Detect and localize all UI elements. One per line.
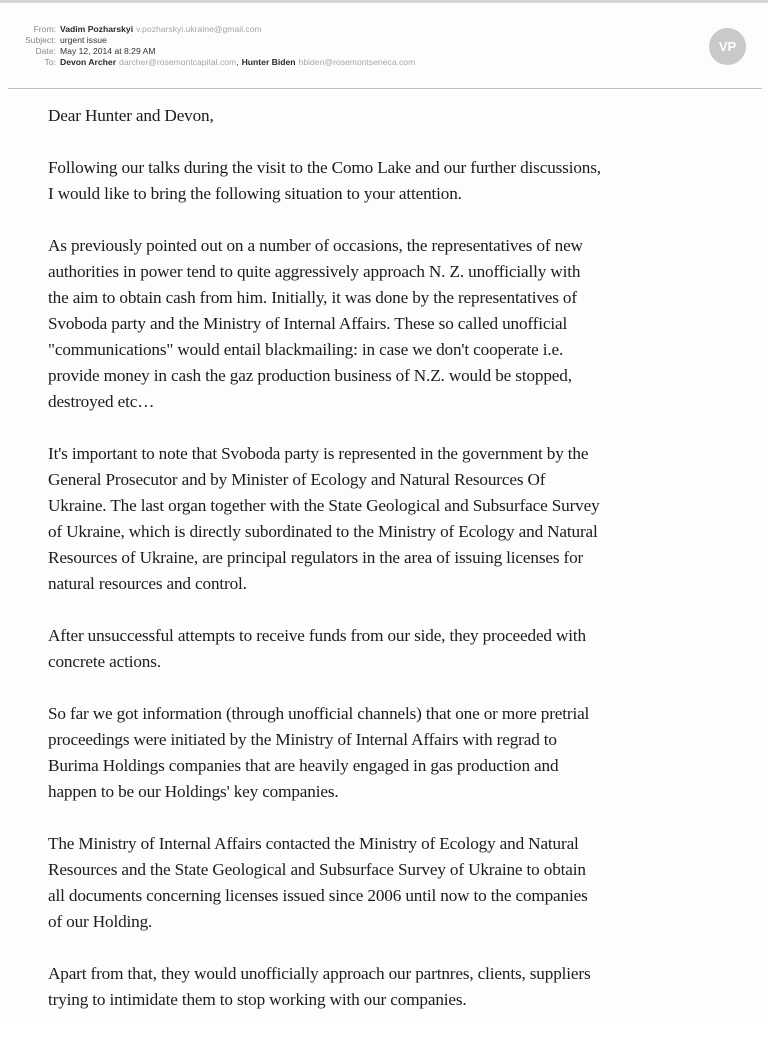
subject-row — [0, 35, 768, 46]
paragraph-line: proceedings were initiated by the Ministry of Internal Affairs with regrad to — [48, 730, 557, 749]
body-paragraph — [48, 233, 760, 415]
body-paragraph — [48, 701, 760, 805]
body-paragraph — [48, 831, 760, 935]
greeting-text: Dear Hunter and Devon, — [48, 106, 214, 125]
paragraph-line: Following our talks during the visit to the Como Lake and our further discussions, — [48, 158, 601, 177]
date-value: May 12, 2014 at 8:29 AM — [60, 46, 156, 56]
paragraph-line: provide money in cash the gaz production business of N.Z. would be stopped, — [48, 366, 572, 385]
greeting — [48, 103, 760, 129]
paragraph-line: Apart from that, they would unofficially approach our partnres, clients, suppliers — [48, 964, 591, 983]
from-row — [0, 24, 768, 35]
avatar-initials: VP — [718, 39, 737, 54]
recipient-separator: , — [236, 57, 239, 67]
subject-value: urgent issue — [60, 35, 107, 45]
paragraph-line: After unsuccessful attempts to receive funds from our side, they proceeded with — [48, 626, 586, 645]
to-row — [0, 57, 768, 68]
paragraph-line: I would like to bring the following situation to your attention. — [48, 184, 462, 203]
paragraph-line: It's important to note that Svoboda party is represented in the government by the — [48, 444, 589, 463]
recipient-name[interactable]: Hunter Biden — [241, 57, 296, 67]
paragraph-line: Burima Holdings companies that are heavily engaged in gas production and — [48, 756, 559, 775]
recipient-name[interactable]: Devon Archer — [60, 57, 117, 67]
paragraph-line: So far we got information (through unofficial channels) that one or more pretrial — [48, 704, 590, 723]
body-paragraph — [48, 155, 760, 207]
recipient-email[interactable]: darcher@rosemontcapital.com — [119, 57, 237, 67]
email-body — [48, 103, 760, 1039]
paragraph-line: Ukraine. The last organ together with the State Geological and Subsurface Survey — [48, 496, 600, 515]
paragraph-line: Svoboda party and the Ministry of Internal Affairs. These so called unofficial — [48, 314, 568, 333]
paragraph-line: all documents concerning licenses issued since 2006 until now to the companies — [48, 886, 588, 905]
paragraph-line: Resources of Ukraine, are principal regulators in the area of issuing licenses for — [48, 548, 584, 567]
from-label: From: — [33, 24, 56, 34]
date-label: Date: — [35, 46, 56, 56]
to-label: To: — [44, 57, 56, 67]
paragraph-line: of Ukraine, which is directly subordinated to the Ministry of Ecology and Natural — [48, 522, 598, 541]
body-paragraphs — [48, 155, 760, 1013]
sender-email[interactable]: v.pozharskyi.ukraine@gmail.com — [136, 24, 262, 34]
paragraph-line: trying to intimidate them to stop working with our companies. — [48, 990, 467, 1009]
sender-name[interactable]: Vadim Pozharskyi — [60, 24, 134, 34]
paragraph-line: concrete actions. — [48, 652, 161, 671]
date-row — [0, 46, 768, 57]
paragraph-line: "communications" would entail blackmailing: in case we don't cooperate i.e. — [48, 340, 564, 359]
paragraph-line: natural resources and control. — [48, 574, 247, 593]
email-header — [0, 24, 768, 84]
paragraph-line: destroyed etc… — [48, 392, 155, 411]
paragraph-line: Resources and the State Geological and Subsurface Survey of Ukraine to obtain — [48, 860, 586, 879]
top-border — [0, 0, 768, 3]
paragraph-line: the aim to obtain cash from him. Initially, it was done by the representatives of — [48, 288, 577, 307]
paragraph-line: As previously pointed out on a number of occasions, the representatives of new — [48, 236, 583, 255]
body-paragraph — [48, 961, 760, 1013]
paragraph-line: The Ministry of Internal Affairs contacted the Ministry of Ecology and Natural — [48, 834, 579, 853]
body-paragraph — [48, 623, 760, 675]
header-divider — [8, 88, 762, 89]
paragraph-line: General Prosecutor and by Minister of Ecology and Natural Resources Of — [48, 470, 546, 489]
paragraph-line: happen to be our Holdings' key companies. — [48, 782, 339, 801]
subject-label: Subject: — [24, 35, 56, 45]
paragraph-line: authorities in power tend to quite aggressively approach N. Z. unofficially with — [48, 262, 581, 281]
sender-avatar — [709, 28, 746, 65]
body-paragraph — [48, 441, 760, 597]
recipient-email[interactable]: hbiden@rosemontseneca.com — [298, 57, 416, 67]
paragraph-line: of our Holding. — [48, 912, 153, 931]
